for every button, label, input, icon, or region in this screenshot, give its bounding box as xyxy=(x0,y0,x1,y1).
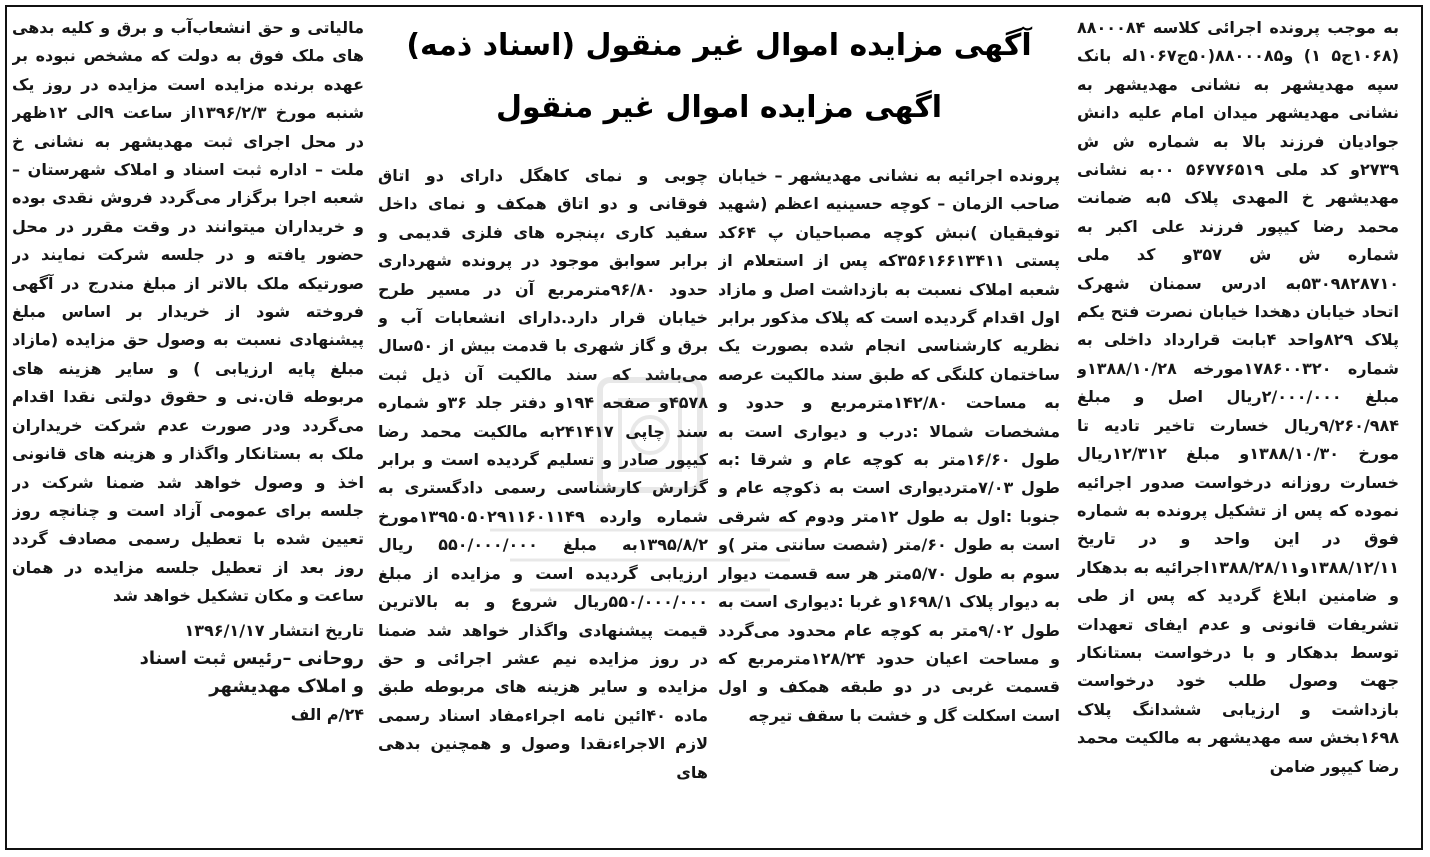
signature-line-1: روحانی –رئیس ثبت اسناد xyxy=(139,647,364,669)
signature-block xyxy=(12,617,364,729)
column-3-text: چوبی و نمای کاهگل دارای دو اتاق فوقانی و دو اتاق همکف و نمای داخل سفید کاری ،پنجره های فلزی قدیمی و برابر سوابق موجود در پرونده شهرداری حدود ۹۶/۸۰مترمربع آن در مسیر طرح خیابان قرار دارد.دارای انشعابات آب و برق و گاز شهری با قدمت بیش از ۵۰سال می‌باشد که سند مالکیت آن ذیل ثبت ۴۵۷۸و صفحه ۱۹۴و دفتر جلد ۳۶و شماره سند چاپی ۲۴۱۴۱۷به مالکیت محمد رضا کیپور صادر و تسلیم گردیده است و برابر گزارش کارشناسی رسمی دادگستری به شماره وارده ۱۳۹۵۰۵۰۲۹۱۱۶۰۱۱۴۹مورخ ۱۳۹۵/۸/۲به مبلغ ۵۵۰/۰۰۰/۰۰۰ ریال ارزیابی گردیده است و مزایده از مبلغ ۵۵۰/۰۰۰/۰۰۰ریال شروع و به بالاترین قیمت پیشنهادی واگذار خواهد شد ضمنا در روز مزایده نیم عشر اجرائی و حق مزایده و سایر هزینه های مربوطه طبق ماده ۴۰ائین نامه اجراءمفاد اسناد رسمی لازم الاجراءنقدا وصول و همچنین بدهی های xyxy=(378,166,708,782)
notice-column-1 xyxy=(1077,14,1399,834)
notice-main-title: آگهی مزایده اموال غیر منقول (اسناد ذمه) xyxy=(406,28,1032,63)
notice-column-3 xyxy=(378,162,708,837)
notice-sub-title: اگهی مزایده اموال غیر منقول xyxy=(495,90,943,125)
signature-line-2: و املاک مهدیشهر xyxy=(209,675,364,697)
notice-column-4 xyxy=(12,14,364,834)
publish-date: تاریخ انتشار ۱۳۹۶/۱/۱۷ xyxy=(184,620,364,640)
notice-column-2 xyxy=(718,162,1060,837)
column-2-text: پرونده اجرائیه به نشانی مهدیشهر – خیابان صاحب الزمان – کوچه حسینیه اعظم (شهید توفیقیان )نبش کوچه مصباحیان پ ۶۴کد پستی ۳۵۶۱۶۶۱۳۴۱۱که پس از استعلام از شعبه املاک نسبت به بازداشت اصل و مازاد اول اقدام گردیده است که پلاک مذکور برابر نظریه کارشناسی انجام شده بصورت یک ساختمان کلنگی که طبق سند مالکیت عرصه به مساحت ۱۴۲/۸۰مترمربع و حدود و مشخصات شمالا :درب و دیواری است به طول ۱۶/۶۰متر به کوچه عام و شرقا :به طول ۷/۰۳متردیواری است به ذکوچه عام و جنوبا :اول به طول ۱۲متر ودوم که شرقی است به طول ۶۰/متر (شصت سانتی متر )و سوم به طول ۵/۷۰متر هر سه قسمت دیوار به دیوار پلاک ۱۶۹۸/۱و غربا :دیواری است به طول ۹/۰۲متر به کوچه عام محدود می‌گردد و مساحت اعیان حدود ۱۲۸/۲۴مترمربع که قسمت غربی در دو طبقه همکف و اول است اسکلت گل و خشت با سقف تیرچه xyxy=(718,166,1060,725)
column-4-text: مالیاتی و حق انشعاب‌آب و برق و کلیه بدهی های ملک فوق به دولت که مشخص نبوده بر عهده برنده مزایده است مزایده در روز یک شنبه مورخ ۱۳۹۶/۲/۳از ساعت ۹الی ۱۲ظهر در محل اجرای ثبت مهدیشهر به نشانی خ ملت – اداره ثبت اسناد و املاک شهرستان – شعبه اجرا برگزار می‌گردد فروش نقدی بوده و خریداران میتوانند در وقت مقرر در محل حضور یافته و در جلسه شرکت نمایند در صورتیکه ملک بالاتر از مبلغ مندرج در آگهی فروخته شود از خریدار بر اساس مبلغ پیشنهادی نسبت به وصول حق مزایده (مازاد مبلغ پایه ارزیابی ) و سایر هزینه های مربوطه قان.نی و حقوق دولتی نقدا اقدام می‌گردد ودر صورت عدم شرکت خریداران ملک به بستانکار واگذار و هزینه های قانونی اخذ و وصول خواهد شد ضمنا شرکت در جلسه برای عمومی آزاد است و چنانچه روز تعیین شده با تعطیل رسمی مصادف گردد روز بعد از تعطیل جلسه مزایده در همان ساعت و مکان تشکیل خواهد شد xyxy=(12,18,364,606)
ad-code: ۲۴/م الف xyxy=(290,704,364,724)
notice-titles xyxy=(378,18,1060,136)
column-1-text: به موجب پرونده اجرائی کلاسه ۸۸۰۰۰۸۴ (۱۰۶۸ج۵ ۱) و۸۸۰۰۰۸۵(۵۰ج۱۰۶۷له بانک سپه مهدیشهر به نشانی مهدیشهر به نشانی مهدیشهر میدان امام علیه دانش جوادیان فرزند بالا به شماره ش ش ۲۷۳۹و کد ملی ۵۶۷۷۶۵۱۹ ۰۰به نشانی مهدیشهر خ المهدی پلاک ۵به ضمانت محمد رضا کیپور فرزند علی اکبر به شماره ش ش ۳۵۷و کد ملی ۵۳۰۹۸۲۸۷۱۰به ادرس سمنان شهرک اتحاد خیابان دهخدا خیابان نصرت فتح یکم پلاک ۸۲۹واحد ۴بابت قرارداد داخلی به شماره ۱۷۸۶۰۰۳۲۰مورخه ۱۳۸۸/۱۰/۲۸و مبلغ ۲/۰۰۰/۰۰۰ریال اصل و مبلغ ۹/۲۶۰/۹۸۴ریال خسارت تاخیر تادیه تا مورخ ۱۳۸۸/۱۰/۳۰و مبلغ ۱۲/۳۱۲ریال خسارت روزانه درخواست صدور اجرائیه نموده که پس از تشکیل پرونده به شماره فوق در این واحد و در تاریخ ۱۳۸۸/۱۲/۱۱و۱۳۸۸/۲۸/۱۱اجرائیه به بدهکار و ضامنین ابلاغ گردید که پس از طی تشریفات قانونی و عدم ایفای تعهدات توسط بدهکار و با درخواست بستانکار جهت وصول طلب خود درخواست بازداشت و ارزیابی ششدانگ پلاک ۱۶۹۸بخش سه مهدیشهر به مالکیت محمد رضا کیپور ضامن xyxy=(1077,18,1399,776)
